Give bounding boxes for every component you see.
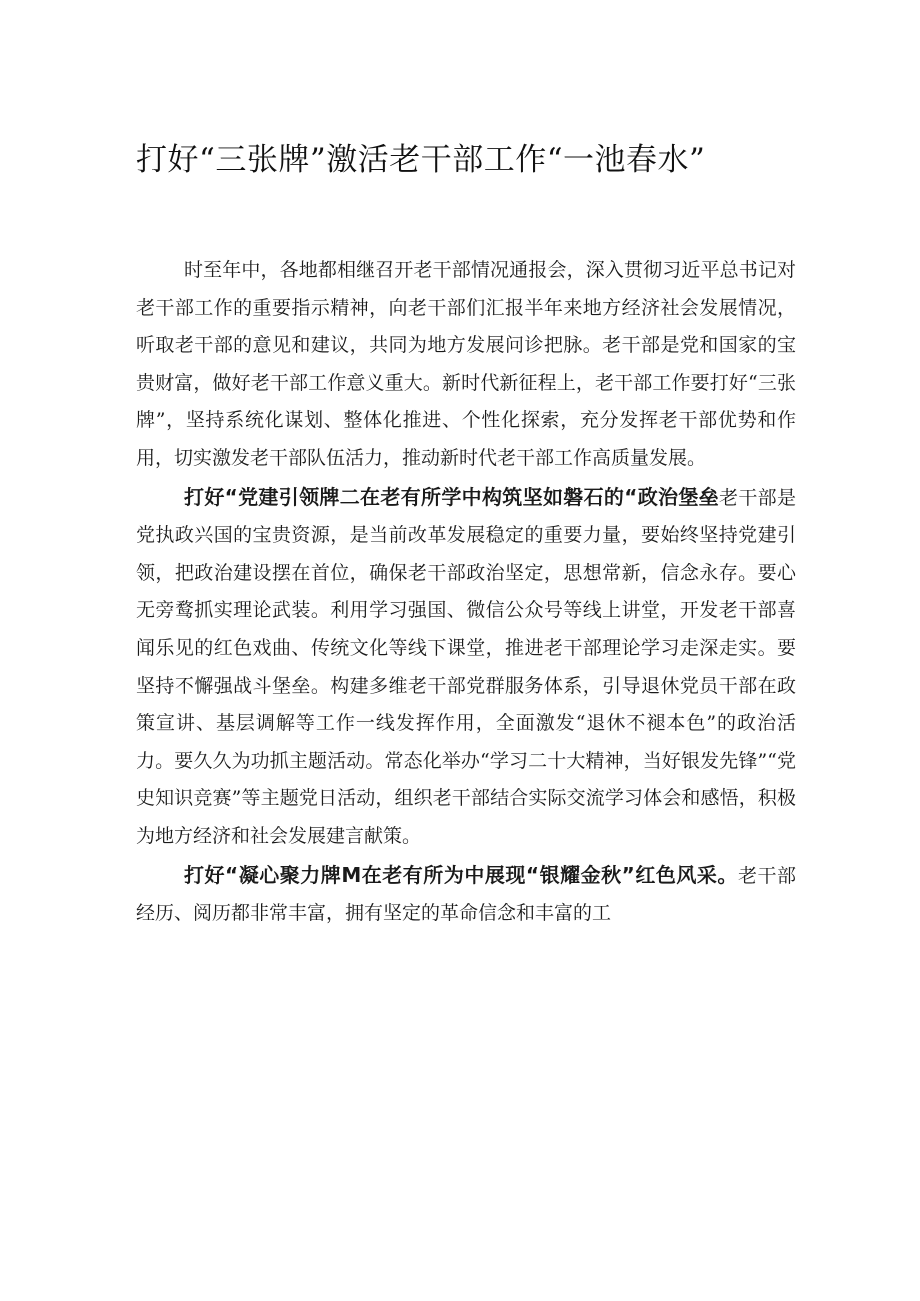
document-body (136, 251, 796, 934)
paragraph-lead: 打好“凝心聚力牌M在老有所为中展现“银耀金秋”红色风采。 (184, 862, 738, 887)
paragraph-text: 时至年中，各地都相继召开老干部情况通报会，深入贯彻习近平总书记对老干部工作的重要指示精神，向老干部们汇报半年来地方经济社会发展情况，听取老干部的意见和建议，共同为地方发展问诊把脉。老干部是党和国家的宝贵财富，做好老干部工作意义重大。新时代新征程上，老干部工作要打好“三张牌”，坚持系统化谋划、整体化推进、个性化探索，充分发挥老干部优势和作用，切实激发老干部队伍活力，推动新时代老干部工作高质量发展。 (136, 259, 796, 469)
paragraph-text: 老干部经历、阅历都非常丰富，拥有坚定的革命信念和丰富的工 (136, 864, 796, 925)
paragraph-text: 老干部是党执政兴国的宝贵资源，是当前改革发展稳定的重要力量，要始终坚持党建引领，把政治建设摆在首位，确保老干部政治坚定，思想常新，信念永存。要心无旁鹜抓实理论武装。利用学习强国、微信公众号等线上讲堂，开发老干部喜闻乐见的红色戏曲、传统文化等线下课堂，推进老干部理论学习走深走实。要坚持不懈强战斗堡垒。构建多维老干部党群服务体系，引导退休党员干部在政策宣讲、基层调解等工作一线发挥作用，全面激发“退休不褪本色”的政治活力。要久久为功抓主题活动。常态化举办“学习二十大精神，当好银发先锋”“党史知识竞赛”等主题党日活动，组织老干部结合实际交流学习体会和感悟，积极为地方经济和社会发展建言献策。 (136, 486, 796, 847)
paragraph-lead: 打好“党建引领牌二在老有所学中构筑坚如磐石的“政治堡垒 (184, 484, 720, 509)
paragraph-intro (136, 251, 796, 478)
paragraph-cohesion (136, 857, 796, 933)
document-title: 打好“三张牌”激活老干部工作“一池春水” (136, 142, 706, 178)
paragraph-party-building (136, 479, 796, 856)
